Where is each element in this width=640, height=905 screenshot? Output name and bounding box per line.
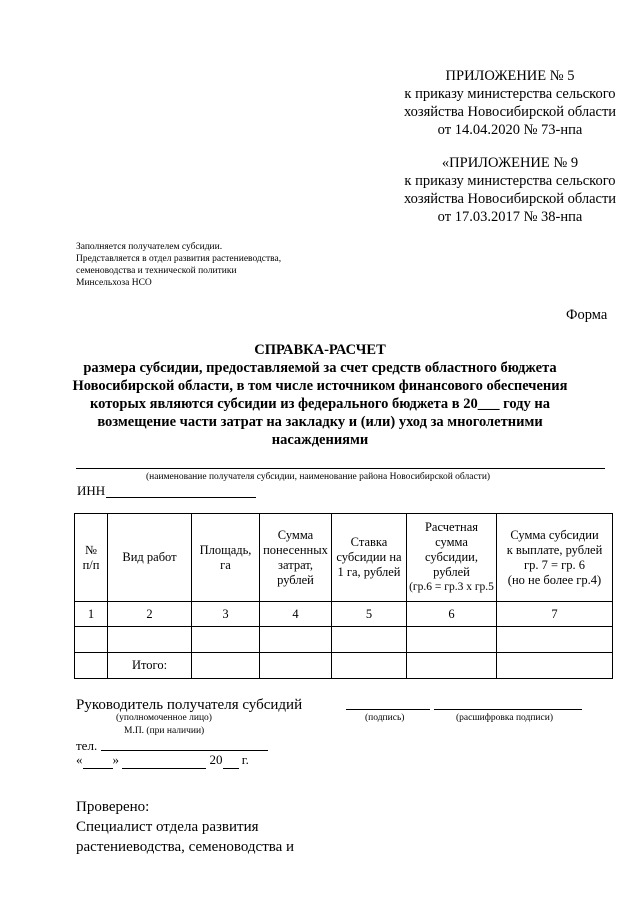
title-line-6: насаждениями [271, 432, 369, 448]
header-cell-costs: Сумма понесенных затрат, рублей [260, 514, 332, 602]
appendix-2-ministry-line: хозяйства Новосибирской области [403, 191, 617, 207]
appendix-2-order-line: к приказу министерства сельского [404, 173, 616, 189]
stamp-caption: М.П. (при наличии) [124, 726, 205, 736]
total-cell-payout[interactable] [497, 653, 613, 679]
date-field [76, 752, 249, 769]
appendix-header-2 [375, 154, 640, 226]
signature-decoding-line[interactable] [434, 709, 582, 710]
signature-decoding-caption: (расшифровка подписи) [456, 713, 553, 723]
header-cell-number: № п/п [75, 514, 108, 602]
signature-caption: (подпись) [365, 713, 405, 723]
recipient-caption: (наименование получателя субсидии, наименование района Новосибирской области) [146, 472, 491, 482]
table-cell[interactable] [260, 627, 332, 653]
inn-label: ИНН [77, 483, 106, 498]
title-line-5: возмещение части затрат на закладку и (или) уход за многолетними [97, 414, 543, 430]
table-cell[interactable] [75, 653, 108, 679]
title-main: СПРАВКА-РАСЧЕТ [254, 342, 386, 358]
appendix-1-ministry-line: хозяйства Новосибирской области [403, 104, 617, 120]
table-cell[interactable] [192, 627, 260, 653]
appendix-1-order-line: к приказу министерства сельского [404, 86, 616, 102]
phone-label: тел. [76, 738, 98, 753]
column-number-5: 5 [332, 602, 407, 627]
column-number-4: 4 [260, 602, 332, 627]
authorized-person-caption: (уполномоченное лицо) [116, 713, 212, 723]
date-month-line[interactable] [122, 752, 206, 769]
appendix-2-date-line: от 17.03.2017 № 38-нпа [437, 209, 583, 225]
fill-instructions-note [76, 241, 281, 289]
date-open-quote: « [76, 752, 83, 767]
head-label: Руководитель получателя субсидий [76, 697, 303, 713]
table-number-row [75, 602, 613, 627]
checked-label: Проверено: [76, 799, 150, 815]
note-line-3: семеноводства и технической политики [76, 266, 237, 276]
header-cell-payout-sum: Сумма субсидии к выплате, рублей гр. 7 = гр. 6 (но не более гр.4) [497, 514, 613, 602]
phone-field-line[interactable] [101, 750, 268, 751]
recipient-name-line[interactable] [76, 468, 605, 469]
specialist-line-2: растениеводства, семеноводства и [76, 839, 295, 855]
title-line-4: которых являются субсидии из федерального бюджета в 20___ году на [89, 396, 550, 412]
table-cell[interactable] [407, 627, 497, 653]
note-line-2: Представляется в отдел развития растениеводства, [76, 254, 282, 264]
table-cell[interactable] [332, 627, 407, 653]
appendix-header-1 [375, 67, 640, 139]
appendix-1-title: ПРИЛОЖЕНИЕ № 5 [445, 68, 575, 84]
table-cell[interactable] [75, 627, 108, 653]
date-suffix: г. [241, 752, 249, 767]
calculation-table [74, 513, 613, 679]
column-number-2: 2 [108, 602, 192, 627]
form-label: Форма [566, 307, 608, 323]
inn-field-line[interactable] [106, 497, 256, 498]
table-header-row [75, 514, 613, 602]
table-cell[interactable] [108, 627, 192, 653]
date-close-quote: » [112, 752, 119, 767]
note-line-4: Минсельхоза НСО [76, 278, 152, 288]
header-cell-area: Площадь, га [192, 514, 260, 602]
header-cell-calculated-sum: Расчетная сумма субсидии, рублей (гр.6 = гр.3 х гр.5 [407, 514, 497, 602]
column-number-1: 1 [75, 602, 108, 627]
total-label: Итого: [108, 653, 192, 679]
table-row [75, 627, 613, 653]
appendix-1-date-line: от 14.04.2020 № 73-нпа [437, 122, 583, 138]
title-line-2: размера субсидии, предоставляемой за счет средств областного бюджета [83, 360, 557, 376]
total-cell-calculated[interactable] [407, 653, 497, 679]
specialist-line-1: Специалист отдела развития [76, 819, 259, 835]
signature-line[interactable] [346, 709, 430, 710]
title-line-3: Новосибирской области, в том числе источником финансового обеспечения [72, 378, 568, 394]
column-number-3: 3 [192, 602, 260, 627]
column-number-7: 7 [497, 602, 613, 627]
total-cell-area[interactable] [192, 653, 260, 679]
note-line-1: Заполняется получателем субсидии. [76, 242, 223, 252]
date-year-prefix: 20 [209, 752, 223, 767]
column-number-6: 6 [407, 602, 497, 627]
total-cell-rate[interactable] [332, 653, 407, 679]
table-total-row [75, 653, 613, 679]
document-title [40, 341, 600, 449]
date-day-line[interactable] [83, 752, 113, 769]
total-cell-costs[interactable] [260, 653, 332, 679]
header-cell-rate: Ставка субсидии на 1 га, рублей [332, 514, 407, 602]
table-cell[interactable] [497, 627, 613, 653]
date-year-line[interactable] [223, 752, 239, 769]
appendix-2-title: «ПРИЛОЖЕНИЕ № 9 [441, 155, 579, 171]
header-cell-work-type: Вид работ [108, 514, 192, 602]
